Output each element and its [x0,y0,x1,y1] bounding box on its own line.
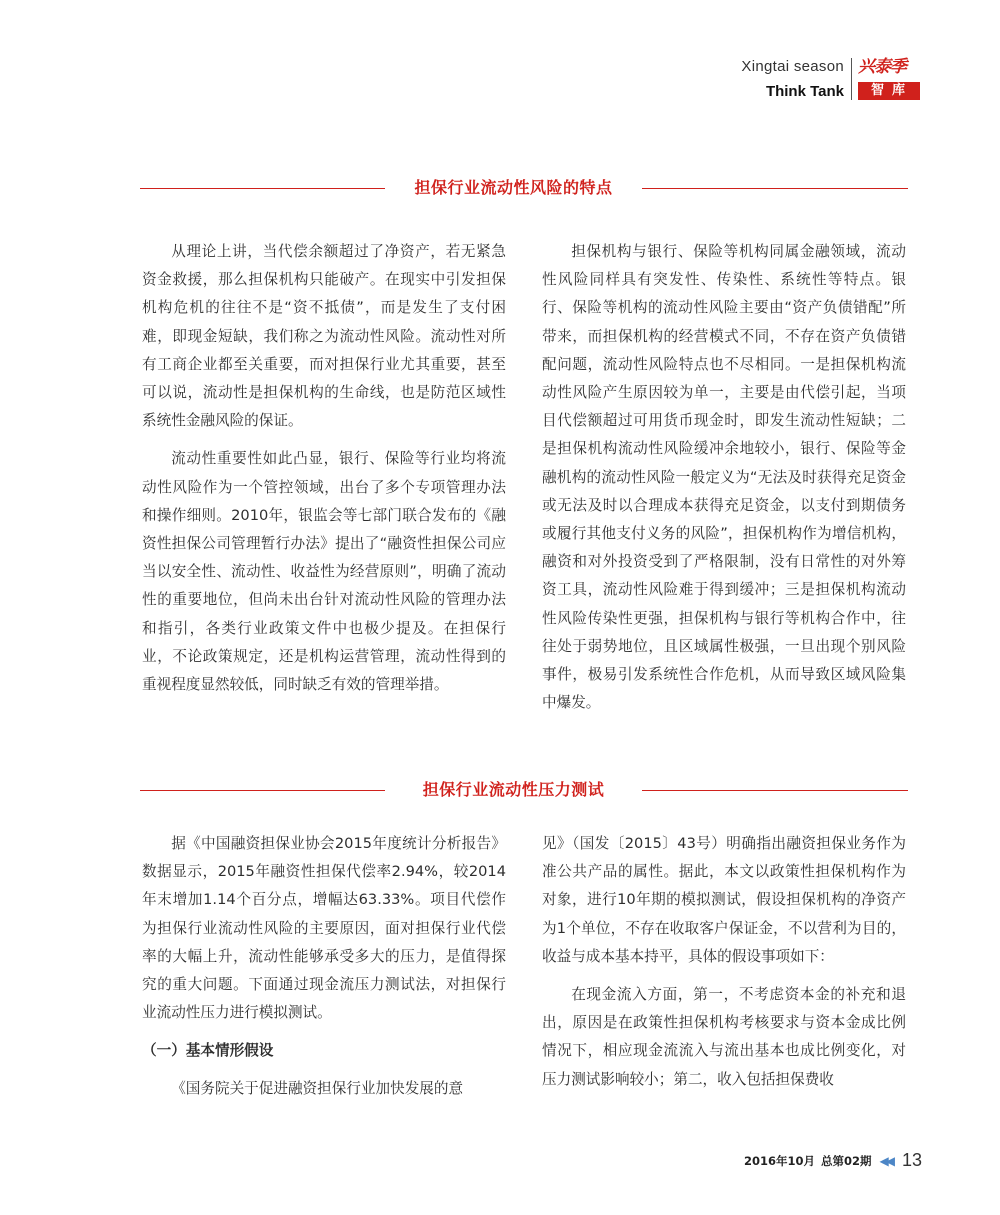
double-arrow-icon: ◀◀ [879,1153,892,1168]
heading-rule-right [642,188,908,189]
section1-left-column [142,238,506,709]
header-logo [858,56,920,100]
paragraph: 《国务院关于促进融资担保行业加快发展的意 [171,1080,464,1098]
paragraph: 流动性重要性如此凸显，银行、保险等行业均将流动性风险作为一个管控领域，出台了多个专项管理办法和操作细则。2010年，银监会等七部门联合发布的《融资性担保公司管理暂行办法》提出了“融资性担保公司应当以安全性、流动性、收益性为经营原则”，明确了流动性的重要地位，但尚未出台针对流动性风险的管理办法和指引，各类行业政策文件中也极少提及。在担保行业，不论政策规定，还是机构运营管理，流动性得到的重视程度显然较低，同时缺乏有效的管理举措。 [142,450,506,694]
section-heading-2 [140,778,908,802]
issue-number: 总第02期 [820,1153,872,1168]
subheading: （一）基本情形假设 [142,1042,274,1060]
page-number: 13 [901,1150,922,1170]
section2-left-column [142,830,506,1114]
header-subtitle: Xingtai season [741,58,844,75]
brand-logo-text: 兴泰季 [858,57,906,77]
paragraph: 担保机构与银行、保险等机构同属金融领域，流动性风险同样具有突发性、传染性、系统性等特点。银行、保险等机构的流动性风险主要由“资产负债错配”所带来，而担保机构的经营模式不同，不存在资产负债错配问题，流动性风险特点也不尽相同。一是担保机构流动性风险产生原因较为单一，主要是由代偿引起，当项目代偿额超过可用货币现金时，即发生流动性短缺；二是担保机构流动性风险缓冲余地较小，银行、保险等金融机构的流动性风险一般定义为“无法及时获得充足资金或无法及时以合理成本获得充足资金，以支付到期债务或履行其他支付义务的风险”，担保机构作为增信机构，融资和对外投资受到了严格限制，没有日常性的对外筹资工具，流动性风险难于得到缓冲；三是担保机构流动性风险传染性更强，担保机构与银行等机构合作中，往往处于弱势地位，且区域属性极强，一旦出现个别风险事件，极易引发系统性合作危机，从而导致区域风险集中爆发。 [542,243,906,712]
paragraph: 在现金流入方面，第一，不考虑资本金的补充和退出，原因是在政策性担保机构考核要求与资本金成比例情况下，相应现金流流入与流出基本也成比例变化，对压力测试影响较小；第二，收入包括担保费收 [542,986,906,1088]
paragraph-continued: 见》（国发〔2015〕43号）明确指出融资担保业务作为准公共产品的属性。据此，本文以政策性担保机构作为对象，进行10年期的模拟测试，假设担保机构的净资产为1个单位，不存在收取客户保证金，不以营利为目的，收益与成本基本持平，具体的假设事项如下： [542,835,906,965]
header-think-tank: Think Tank [765,83,844,100]
section-title: 担保行业流动性压力测试 [422,780,605,799]
paragraph: 从理论上讲，当代偿余额超过了净资产，若无紧急资金救援，那么担保机构只能破产。在现实中引发担保机构危机的往往不是“资不抵债”，而是发生了支付困难，即现金短缺，我们称之为流动性风险。流动性对所有工商企业都至关重要，而对担保行业尤其重要，甚至可以说，流动性是担保机构的生命线，也是防范区域性系统性金融风险的保证。 [142,243,506,430]
section2-right-column [542,830,906,1104]
issue-date: 2016年10月 [743,1153,815,1168]
heading-rule-right [642,790,908,791]
heading-rule-left [140,188,385,189]
page-footer [744,1150,922,1171]
header-english [720,58,844,100]
section1-right-column [542,238,906,727]
heading-rule-left [140,790,385,791]
section-heading-1 [140,176,908,200]
brand-tag: 智库 [858,82,920,100]
paragraph: 据《中国融资担保业协会2015年度统计分析报告》数据显示，2015年融资性担保代偿率2.94%，较2014年末增加1.14个百分点，增幅达63.33%。项目代偿作为担保行业流动性风险的主要原因，面对担保行业代偿率的大幅上升，流动性能够承受多大的压力，是值得探究的重大问题。下面通过现金流压力测试法，对担保行业流动性压力进行模拟测试。 [142,835,506,1022]
section-title: 担保行业流动性风险的特点 [414,178,613,197]
header-divider [851,58,852,100]
